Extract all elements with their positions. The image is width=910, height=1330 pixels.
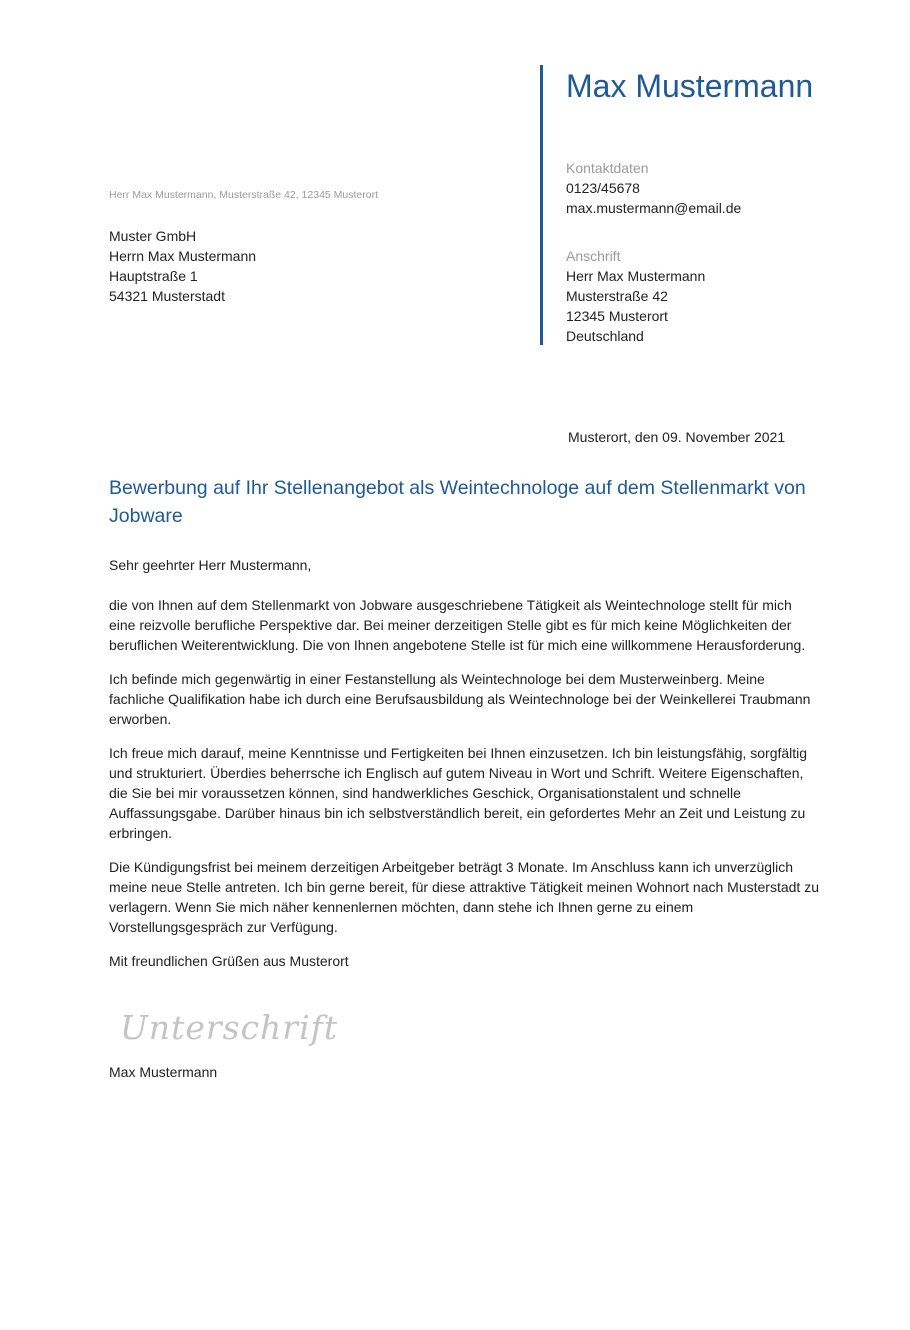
email-address: max.mustermann@email.de xyxy=(566,200,742,216)
letter-date: Musterort, den 09. November 2021 xyxy=(568,429,786,445)
address-line: 12345 Musterort xyxy=(566,308,668,324)
header-accent-bar xyxy=(540,65,543,345)
recipient-line: 54321 Musterstadt xyxy=(109,288,225,304)
contact-block xyxy=(566,158,896,218)
closing-phrase: Mit freundlichen Grüßen aus Musterort xyxy=(109,953,349,969)
contact-label: Kontaktdaten xyxy=(566,160,649,176)
signature-image: Unterschrift xyxy=(120,1008,339,1047)
recipient-block xyxy=(109,226,529,306)
applicant-name: Max Mustermann xyxy=(566,68,814,104)
recipient-line: Herrn Max Mustermann xyxy=(109,248,257,264)
body-paragraph: Ich freue mich darauf, meine Kenntnisse und Fertigkeiten bei Ihnen einzusetzen. Ich bin leistungsfähig, sorgfältig und strukturiert. Überdies beherrsche ich Englisch auf gutem Niveau in Wort und Schrift. Weitere Eigenschaften, die Sie bei mir voraussetzen können, sind handwerkliches Geschick, Organisationstalent und schnelle Auffassungsgabe. Darüber hinaus bin ich selbstverständlich bereit, ein gefordertes Mehr an Zeit und Leistung zu erbringen. xyxy=(109,745,808,841)
address-label: Anschrift xyxy=(566,248,621,264)
letter-body xyxy=(109,555,821,971)
address-line: Deutschland xyxy=(566,328,644,344)
address-line: Musterstraße 42 xyxy=(566,288,668,304)
body-paragraph: Ich befinde mich gegenwärtig in einer Festanstellung als Weintechnologe bei dem Musterweinberg. Meine fachliche Qualifikation habe ich durch eine Berufsausbildung als Weintechnologe bei der Weinkellerei Traubmann erworben. xyxy=(109,671,811,727)
address-block xyxy=(566,246,896,346)
recipient-line: Muster GmbH xyxy=(109,228,197,244)
signer-name: Max Mustermann xyxy=(109,1064,218,1080)
address-line: Herr Max Mustermann xyxy=(566,268,706,284)
body-paragraph: Die Kündigungsfrist bei meinem derzeitigen Arbeitgeber beträgt 3 Monate. Im Anschluss kann ich unverzüglich meine neue Stelle antreten. Ich bin gerne bereit, für diese attraktive Tätigkeit meinen Wohnort nach Musterstadt zu verlagern. Wenn Sie mich näher kennenlernen möchten, dann stehe ich Ihnen gerne zu einem Vorstellungsgespräch zur Verfügung. xyxy=(109,859,819,935)
body-paragraph: die von Ihnen auf dem Stellenmarkt von Jobware ausgeschriebene Tätigkeit als Weintechnologe stellt für mich eine reizvolle berufliche Perspektive dar. Bei meiner derzeitigen Stelle gibt es für mich keine Möglichkeiten der beruflichen Weiterentwicklung. Die von Ihnen angebotene Stelle ist für mich eine willkommene Herausforderung. xyxy=(109,597,806,653)
letter-subject: Bewerbung auf Ihr Stellenangebot als Weintechnologe auf dem Stellenmarkt von Jobware xyxy=(109,477,806,527)
sender-return-line: Herr Max Mustermann, Musterstraße 42, 12345 Musterort xyxy=(109,189,379,201)
salutation: Sehr geehrter Herr Mustermann, xyxy=(109,557,312,573)
phone-number: 0123/45678 xyxy=(566,180,640,196)
recipient-line: Hauptstraße 1 xyxy=(109,268,198,284)
